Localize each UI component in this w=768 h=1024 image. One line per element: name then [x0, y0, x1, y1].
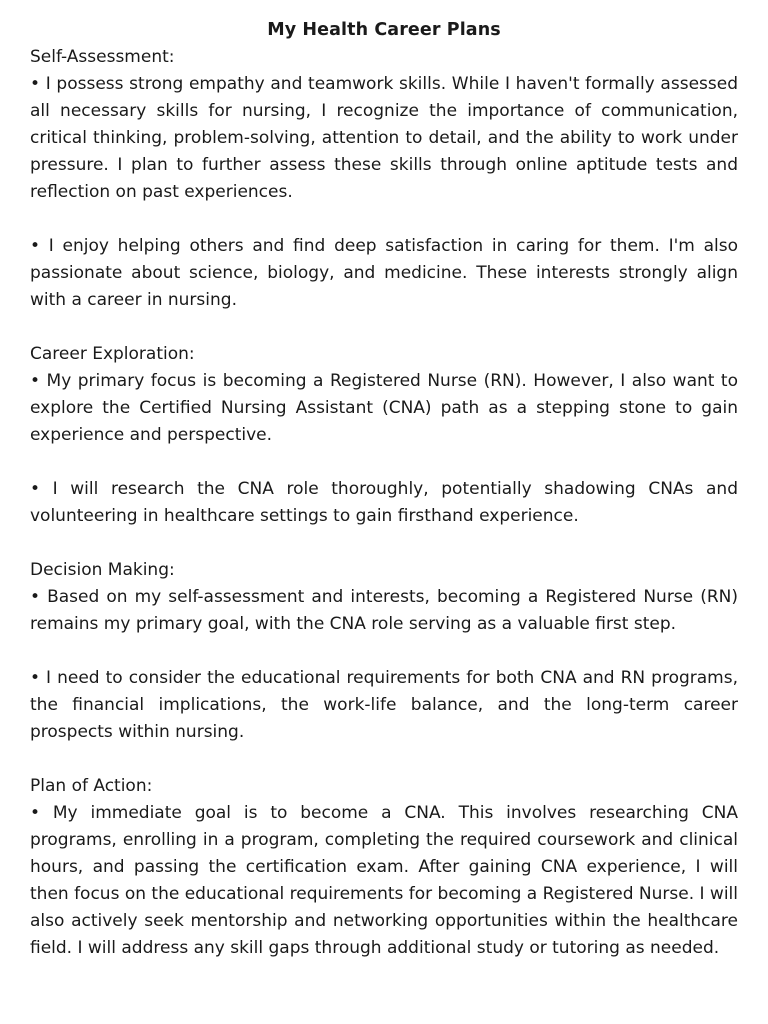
bullet-paragraph: • I need to consider the educational requirements for both CNA and RN programs, the financial implications, the work-life balance, and the long-term career prospects within nursing.: [30, 668, 738, 742]
section-heading: Self-Assessment:: [30, 47, 175, 67]
section-heading: Career Exploration:: [30, 344, 195, 364]
bullet-paragraph: • I will research the CNA role thoroughly, potentially shadowing CNAs and volunteering in healthcare settings to gain firsthand experience.: [30, 479, 738, 526]
bullet-paragraph: • Based on my self-assessment and interests, becoming a Registered Nurse (RN) remains my primary goal, with the CNA role serving as a valuable first step.: [30, 587, 738, 634]
document-page: [30, 18, 738, 962]
bullet-paragraph: • I possess strong empathy and teamwork skills. While I haven't formally assessed all necessary skills for nursing, I recognize the importance of communication, critical thinking, problem-solving, attention to detail, and the ability to work under pressure. I plan to further assess these skills through online aptitude tests and reflection on past experiences.: [30, 74, 738, 202]
page-title: My Health Career Plans: [267, 20, 501, 40]
section-decision-making: [30, 557, 738, 746]
section-self-assessment: [30, 44, 738, 314]
section-plan-of-action: [30, 773, 738, 962]
bullet-paragraph: • My primary focus is becoming a Registered Nurse (RN). However, I also want to explore the Certified Nursing Assistant (CNA) path as a stepping stone to gain experience and perspective.: [30, 371, 738, 445]
section-heading: Plan of Action:: [30, 776, 153, 796]
bullet-paragraph: • My immediate goal is to become a CNA. This involves researching CNA programs, enrolling in a program, completing the required coursework and clinical hours, and passing the certification exam. After gaining CNA experience, I will then focus on the educational requirements for becoming a Registered Nurse. I will also actively seek mentorship and networking opportunities within the healthcare field. I will address any skill gaps through additional study or tutoring as needed.: [30, 803, 738, 958]
section-career-exploration: [30, 341, 738, 530]
bullet-paragraph: • I enjoy helping others and find deep satisfaction in caring for them. I'm also passionate about science, biology, and medicine. These interests strongly align with a career in nursing.: [30, 236, 738, 310]
section-heading: Decision Making:: [30, 560, 175, 580]
